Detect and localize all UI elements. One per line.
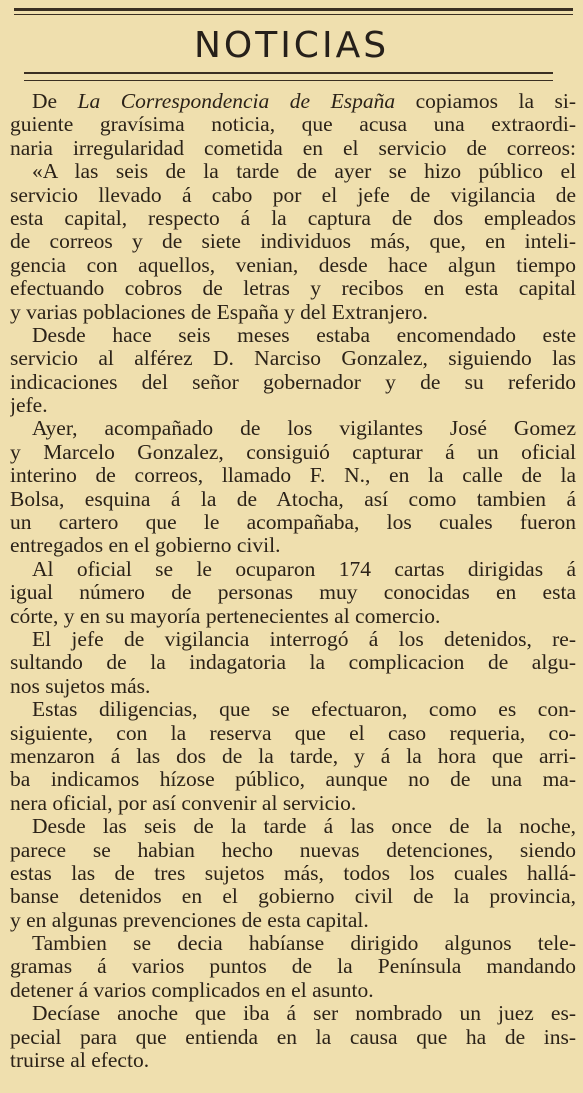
article-line: siguiente, con la reserva que el caso requeria, co- xyxy=(10,721,576,745)
article-line: servicio llevado á cabo por el jefe de vigilancia de xyxy=(10,183,576,207)
article-line: sultando de la indagatoria la complicacion de algu- xyxy=(10,651,576,675)
article-line: detener á varios complicados en el asunto. xyxy=(10,978,374,1002)
article-line: Ayer, acompañado de los vigilantes José Gomez xyxy=(32,417,576,441)
article-line: ba indicamos hízose público, aunque no de una ma- xyxy=(10,768,576,792)
article-line: interino de correos, llamado F. N., en la calle de la xyxy=(10,464,576,488)
article-line: indicaciones del señor gobernador y de su referido xyxy=(10,370,576,394)
article-body xyxy=(10,90,576,1072)
article-line: truirse al efecto. xyxy=(10,1049,150,1073)
article-line: gramas á varios puntos de la Península mandando xyxy=(10,955,576,979)
section-heading: NOTICIAS xyxy=(193,25,390,66)
article-line: nera oficial, por así convenir al servicio. xyxy=(10,791,357,815)
article-line: El jefe de vigilancia interrogó á los detenidos, re- xyxy=(32,627,576,651)
heading-rule-thin xyxy=(24,80,553,81)
article-line: guiente gravísima noticia, que acusa una extraordi- xyxy=(10,113,576,137)
article-line: córte, y en su mayoría pertenecientes al comercio. xyxy=(10,604,441,628)
article-line: entregados en el gobierno civil. xyxy=(10,534,281,558)
article-line: nos sujetos más. xyxy=(10,674,151,698)
article-line: naria irregularidad cometida en el servicio de correos: xyxy=(10,136,576,160)
article-line: Bolsa, esquina á la de Atocha, así como tambien á xyxy=(10,487,576,511)
article-line: «A las seis de la tarde de ayer se hizo público el xyxy=(32,160,576,184)
article-line: Estas diligencias, que se efectuaron, como es con- xyxy=(32,698,576,722)
article-line: y Marcelo Gonzalez, consiguió capturar á un oficial xyxy=(10,440,576,464)
heading-rule-thick xyxy=(24,72,553,74)
article-line-text: copiamos la si- xyxy=(395,90,576,113)
article-line xyxy=(10,90,576,113)
article-line: igual número de personas muy conocidas en esta xyxy=(10,581,576,605)
article-line: de correos y de siete individuos más, que, en inteli- xyxy=(10,230,576,254)
article-line: y en algunas prevenciones de esta capital. xyxy=(10,908,369,932)
article-line: menzaron á las dos de la tarde, y á la hora que arri- xyxy=(10,744,576,768)
article-line-text: De xyxy=(32,90,78,113)
article-line: jefe. xyxy=(10,394,48,418)
article-line: servicio al alférez D. Narciso Gonzalez, siguiendo las xyxy=(10,347,576,371)
article-line: Decíase anoche que iba á ser nombrado un juez es- xyxy=(32,1002,576,1026)
article-line: estas las de tres sujetos más, todos los cuales hallá- xyxy=(10,861,576,885)
article-line: Tambien se decia habíanse dirigido algunos tele- xyxy=(32,932,576,956)
article-line: y varias poblaciones de España y del Extranjero. xyxy=(10,300,428,324)
article-line: pecial para que entienda en la causa que ha de ins- xyxy=(10,1025,576,1049)
article-line: Al oficial se le ocuparon 174 cartas dirigidas á xyxy=(32,557,576,581)
article-line: parece se habian hecho nuevas detenciones, siendo xyxy=(10,838,576,862)
article-line: esta capital, respecto á la captura de dos empleados xyxy=(10,206,576,230)
top-rule-thick xyxy=(14,8,573,11)
article-line: gencia con aquellos, venian, desde hace algun tiempo xyxy=(10,253,576,277)
source-newspaper-title: La Correspondencia de España xyxy=(77,90,396,113)
article-line: Desde hace seis meses estaba encomendado este xyxy=(32,323,576,347)
article-line: Desde las seis de la tarde á las once de la noche, xyxy=(32,815,576,839)
article-line: efectuando cobros de letras y recibos en esta capital xyxy=(10,277,576,301)
article-line: un cartero que le acompañaba, los cuales fueron xyxy=(10,511,576,535)
top-rule-thin xyxy=(14,14,573,15)
article-line: banse detenidos en el gobierno civil de la provincia, xyxy=(10,885,576,909)
